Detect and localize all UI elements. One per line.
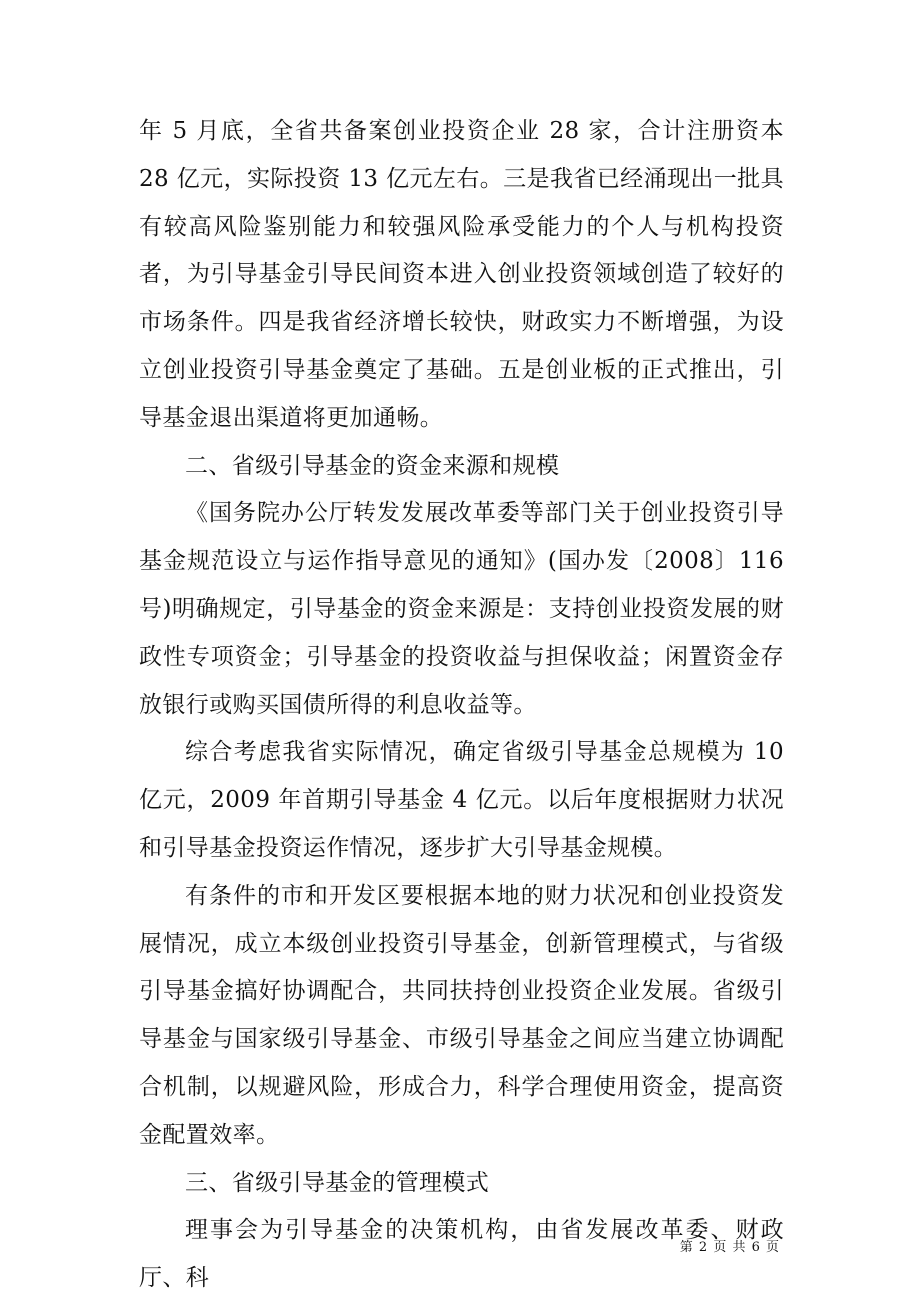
paragraph-scale: 综合考虑我省实际情况，确定省级引导基金总规模为 10 亿元，2009 年首期引导基金 4 亿元。以后年度根据财力状况和引导基金投资运作情况，逐步扩大引导基金规模。 [139, 739, 784, 861]
paragraph-continued: 年 5 月底，全省共备案创业投资企业 28 家，合计注册资本 28 亿元，实际投资 13 亿元左右。三是我省已经涌现出一批具有较高风险鉴别能力和较强风险承受能力的个人与机构投资者，为引导基金引导民间资本进入创业投资领域创造了较好的市场条件。四是我省经济增长较快，财政实力不断增强，为设立创业投资引导基金奠定了基础。五是创业板的正式推出，引导基金退出渠道将更加通畅。 [139, 118, 784, 431]
paragraph-council: 理事会为引导基金的决策机构，由省发展改革委、财政厅、科 [139, 1217, 784, 1292]
page-number: 第 2 页 共 6 页 [679, 1240, 780, 1255]
section-heading-3: 三、省级引导基金的管理模式 [185, 1169, 490, 1196]
document-body [139, 108, 784, 1303]
section-heading-2: 二、省级引导基金的资金来源和规模 [185, 452, 560, 479]
paragraph-notice: 《国务院办公厅转发发展改革委等部门关于创业投资引导基金规范设立与运作指导意见的通知》(国办发〔2008〕116 号)明确规定，引导基金的资金来源是：支持创业投资发展的财政性专项资金；引导基金的投资收益与担保收益；闲置资金存放银行或购买国债所得的利息收益等。 [139, 500, 784, 718]
paragraph-coordination: 有条件的市和开发区要根据本地的财力状况和创业投资发展情况，成立本级创业投资引导基金，创新管理模式，与省级引导基金搞好协调配合，共同扶持创业投资企业发展。省级引导基金与国家级引导基金、市级引导基金之间应当建立协调配合机制，以规避风险，形成合力，科学合理使用资金，提高资金配置效率。 [139, 882, 784, 1148]
